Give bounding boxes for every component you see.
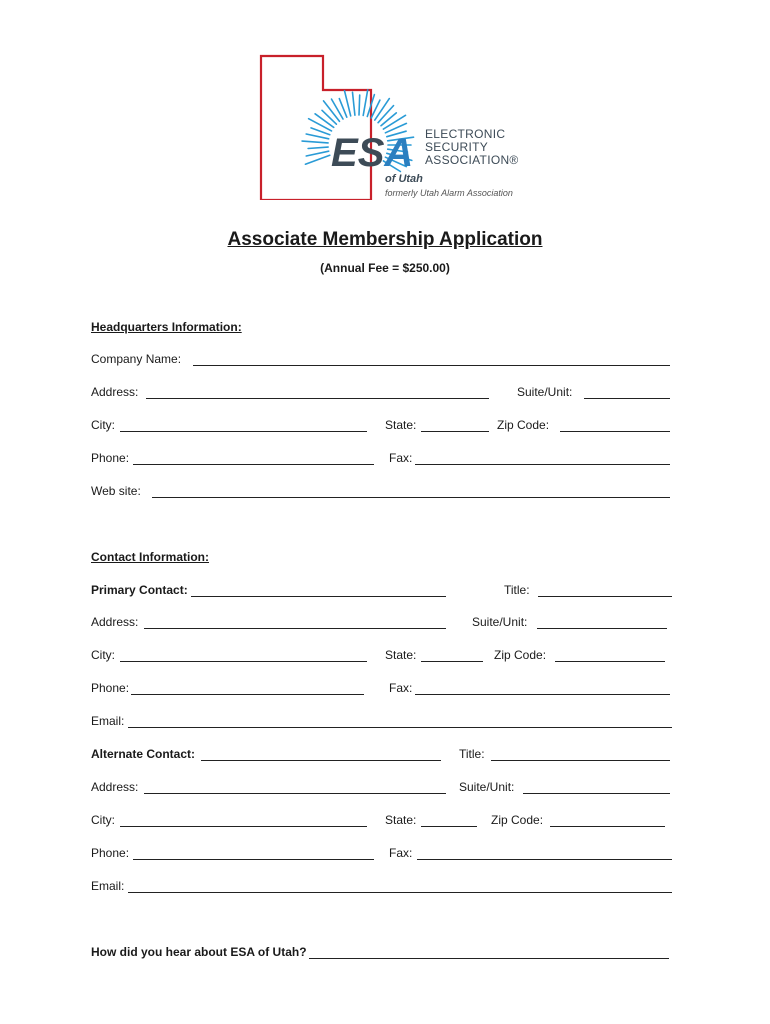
burst-ray <box>363 90 368 116</box>
burst-ray <box>375 99 390 121</box>
company-name-field[interactable] <box>193 365 670 366</box>
alternate-zip-field[interactable] <box>550 826 665 827</box>
esa-logo <box>253 50 523 200</box>
alternate-city-field[interactable] <box>120 826 367 827</box>
alternate-email-row <box>91 879 671 895</box>
alternate-zip-label: Zip Code: <box>491 813 544 827</box>
primary-address-field[interactable] <box>144 628 446 629</box>
esa-acronym: ESA <box>331 131 414 175</box>
name-line-1: ELECTRONIC <box>425 127 506 141</box>
company-name-label: Company Name: <box>91 352 182 366</box>
primary-phone-row <box>91 681 671 697</box>
primary-contact-field[interactable] <box>191 596 446 597</box>
address-field[interactable] <box>146 398 489 399</box>
alternate-title-field[interactable] <box>491 760 670 761</box>
state-label: State: <box>385 418 417 432</box>
alternate-fax-label: Fax: <box>389 846 413 860</box>
burst-ray <box>302 141 328 143</box>
page-title: Associate Membership Application <box>227 229 543 250</box>
alternate-city-row <box>91 813 671 829</box>
headquarters-heading: Headquarters Information: <box>91 320 242 334</box>
alternate-phone-label: Phone: <box>91 846 130 860</box>
primary-state-field[interactable] <box>421 661 483 662</box>
zip-field[interactable] <box>560 431 670 432</box>
primary-email-field[interactable] <box>128 727 672 728</box>
alternate-suite-label: Suite/Unit: <box>459 780 515 794</box>
name-line-3: ASSOCIATION® <box>425 153 519 167</box>
phone-field[interactable] <box>133 464 374 465</box>
primary-contact-row <box>91 583 671 599</box>
website-field[interactable] <box>152 497 670 498</box>
primary-email-row <box>91 714 671 730</box>
primary-suite-label: Suite/Unit: <box>472 615 528 629</box>
alternate-phone-row <box>91 846 671 862</box>
primary-address-row <box>91 615 671 631</box>
primary-suite-field[interactable] <box>537 628 667 629</box>
address-label: Address: <box>91 385 139 399</box>
association-name <box>425 128 519 167</box>
primary-phone-field[interactable] <box>131 694 364 695</box>
burst-ray <box>378 106 393 123</box>
city-field[interactable] <box>120 431 367 432</box>
primary-contact-label: Primary Contact: <box>91 583 188 597</box>
primary-state-label: State: <box>385 648 417 662</box>
website-label: Web site: <box>91 484 141 498</box>
alternate-fax-field[interactable] <box>417 859 672 860</box>
primary-title-field[interactable] <box>538 596 672 597</box>
phone-label: Phone: <box>91 451 130 465</box>
burst-ray <box>359 95 360 115</box>
alternate-contact-row <box>91 747 671 763</box>
burst-ray <box>306 151 329 156</box>
burst-ray <box>308 147 328 148</box>
burst-ray <box>315 114 334 128</box>
alternate-city-label: City: <box>91 813 115 827</box>
zip-label: Zip Code: <box>497 418 550 432</box>
alternate-title-label: Title: <box>459 747 485 761</box>
primary-email-label: Email: <box>91 714 125 728</box>
fax-field[interactable] <box>415 464 670 465</box>
primary-city-field[interactable] <box>120 661 367 662</box>
city-label: City: <box>91 418 115 432</box>
alternate-address-label: Address: <box>91 780 139 794</box>
referral-question: How did you hear about ESA of Utah? <box>91 945 307 959</box>
hq-city-row <box>91 418 671 434</box>
suite-field[interactable] <box>584 398 670 399</box>
hq-address-row <box>91 385 671 401</box>
burst-ray <box>353 92 355 115</box>
alternate-address-row <box>91 780 671 796</box>
alternate-state-label: State: <box>385 813 417 827</box>
primary-city-row <box>91 648 671 664</box>
burst-ray <box>322 110 336 124</box>
primary-zip-label: Zip Code: <box>494 648 547 662</box>
primary-fax-field[interactable] <box>415 694 670 695</box>
state-field[interactable] <box>421 431 489 432</box>
alternate-address-field[interactable] <box>144 793 446 794</box>
burst-ray <box>306 134 329 139</box>
hq-phone-row <box>91 451 671 467</box>
alternate-email-field[interactable] <box>128 892 672 893</box>
primary-title-label: Title: <box>504 583 530 597</box>
suite-label: Suite/Unit: <box>517 385 573 399</box>
fax-label: Fax: <box>389 451 413 465</box>
alternate-contact-label: Alternate Contact: <box>91 747 196 761</box>
hq-company-row <box>91 352 671 368</box>
alternate-contact-field[interactable] <box>201 760 441 761</box>
primary-address-label: Address: <box>91 615 139 629</box>
alternate-suite-field[interactable] <box>523 793 670 794</box>
referral-field[interactable] <box>309 958 669 959</box>
alternate-phone-field[interactable] <box>133 859 374 860</box>
burst-ray <box>324 101 340 122</box>
contact-heading: Contact Information: <box>91 550 209 564</box>
primary-city-label: City: <box>91 648 115 662</box>
primary-zip-field[interactable] <box>555 661 665 662</box>
burst-ray <box>381 113 396 126</box>
hq-website-row <box>91 484 671 500</box>
burst-ray <box>305 155 329 164</box>
primary-phone-label: Phone: <box>91 681 130 695</box>
annual-fee: (Annual Fee = $250.00) <box>320 261 450 275</box>
chapter-label: of Utah <box>385 173 423 185</box>
alternate-state-field[interactable] <box>421 826 477 827</box>
alternate-email-label: Email: <box>91 879 125 893</box>
referral-row <box>91 945 671 961</box>
name-line-2: SECURITY <box>425 140 489 154</box>
formerly-label: formerly Utah Alarm Association <box>385 188 513 198</box>
primary-fax-label: Fax: <box>389 681 413 695</box>
burst-ray <box>383 115 405 129</box>
